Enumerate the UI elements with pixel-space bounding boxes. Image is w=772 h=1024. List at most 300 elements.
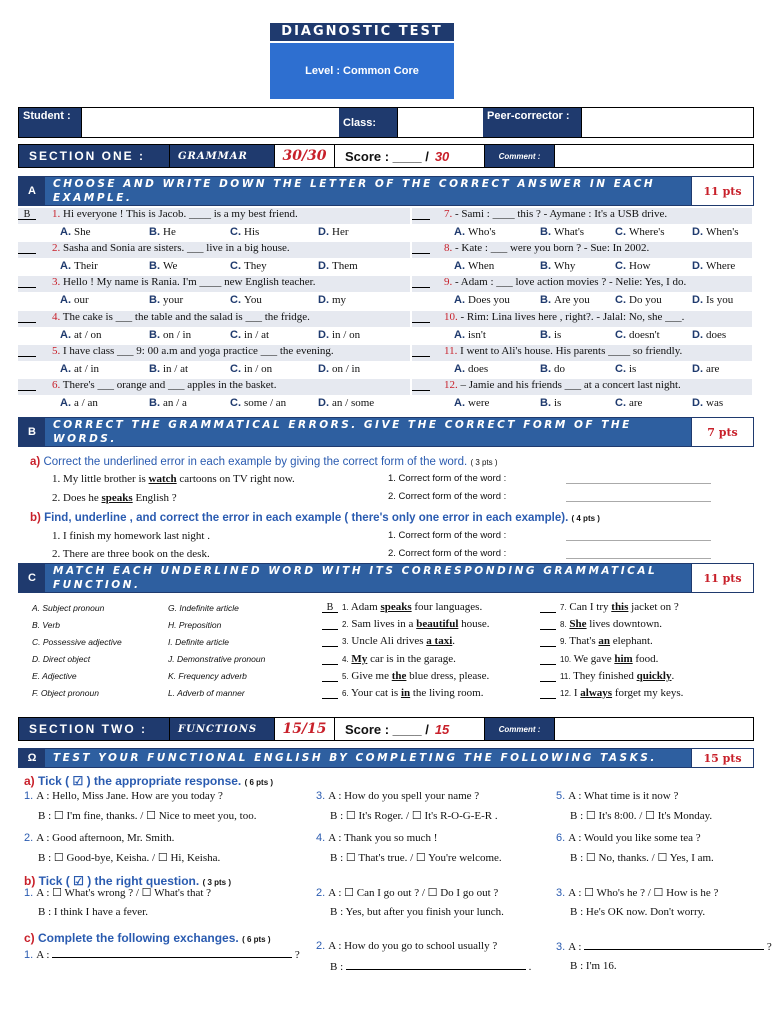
option-a[interactable]: A. does [454, 362, 489, 375]
option-d[interactable]: D. my [318, 294, 347, 307]
line-text: Thank you so much ! [343, 832, 438, 844]
correct-form-field-3[interactable] [566, 540, 711, 541]
option-letter: C. [615, 362, 626, 375]
answer-blank[interactable] [322, 689, 338, 699]
option-d[interactable]: D. Where [692, 260, 736, 273]
option-a[interactable]: A. Does you [454, 294, 510, 307]
option-letter: B. [540, 362, 551, 375]
underlined-word: in [400, 687, 411, 699]
score-label: Score : ____ / [345, 148, 429, 164]
sentence-text: They finished [570, 669, 637, 682]
underlined-word: beautiful [416, 618, 459, 631]
part-points: 7 pts [691, 418, 753, 446]
speaker-b: B : [330, 852, 346, 864]
question-number: 11. [444, 344, 458, 357]
option-letter: A. [454, 328, 465, 341]
option-b[interactable]: B. What's [540, 226, 585, 238]
match-sentence [322, 618, 490, 630]
dialogue-line-b [330, 906, 504, 918]
option-letter: A. [454, 362, 465, 375]
sentence-number: 5. [342, 671, 349, 681]
option-a[interactable]: A. She [60, 226, 91, 238]
option-b[interactable]: B. in / at [149, 362, 189, 375]
option-b[interactable]: B. He [149, 226, 176, 238]
match-sentence [322, 635, 455, 647]
function-option: G. Indefinite article [168, 603, 239, 613]
underlined-word: always [580, 687, 613, 699]
option-d[interactable]: D. Is you [692, 294, 734, 307]
speaker-a: A : [36, 887, 53, 899]
option-a[interactable]: A. at / in [60, 362, 100, 375]
sentence-number: 4. [342, 654, 349, 664]
function-option: E. Adjective [32, 671, 77, 681]
option-letter: D. [692, 226, 703, 238]
option-d[interactable]: D. was [692, 397, 724, 409]
option-c[interactable]: C. His [230, 226, 260, 238]
option-letter: C. [615, 226, 626, 238]
section-points: 15/15 [274, 718, 334, 740]
question-number: 5. [52, 344, 61, 357]
item-number: 3. [316, 790, 329, 802]
comment-label: Comment : [484, 145, 554, 167]
option-c[interactable]: C. are [615, 397, 643, 409]
dialogue-line-a [556, 832, 701, 844]
option-letter: D. [318, 328, 329, 341]
match-sentence [322, 687, 483, 699]
option-letter: A. [60, 260, 71, 273]
function-option: H. Preposition [168, 620, 222, 630]
speaker-b: B : [570, 852, 586, 864]
underlined-word: the [391, 669, 407, 682]
part-b-a-item-1: 1. My little brother is watch cartoons on TV right now. [52, 473, 295, 485]
answer-blank[interactable] [18, 313, 36, 323]
sentence-text: food. [632, 652, 659, 665]
option-letter: C. [230, 328, 241, 341]
sentence-text: Can I try [566, 601, 612, 613]
score-field[interactable] [334, 718, 484, 740]
dialogue-line-b[interactable] [38, 809, 256, 822]
item-number: 1. [24, 790, 37, 802]
tick-options[interactable]: ☐ I'm fine, thanks. / ☐ Nice to meet you, too. [53, 810, 257, 822]
info-row [18, 107, 754, 138]
dialogue-line-b[interactable] [570, 851, 714, 864]
option-letter: D. [692, 294, 703, 307]
question-row [18, 379, 410, 395]
section-name: SECTION TWO : [19, 718, 169, 740]
part-b-b-instruction: b) Find, underline , and correct the error in each example ( there's only one error in each example). ( 4 pts ) [30, 512, 600, 524]
tick-options[interactable]: ☐ No, thanks. / ☐ Yes, I am. [585, 852, 714, 864]
score-label: Score : ____ / [345, 721, 429, 737]
option-letter: C. [615, 294, 626, 307]
option-b[interactable]: B. Why [540, 260, 576, 273]
dialogue-line-b[interactable] [330, 809, 498, 822]
peer-corrector-field[interactable] [581, 108, 753, 137]
sentence-text: Adam [348, 601, 381, 613]
item-number: 2. [316, 940, 329, 952]
option-letter: D. [318, 294, 329, 307]
function-option: C. Possessive adjective [32, 637, 122, 647]
option-a[interactable]: A. were [454, 397, 490, 409]
option-letter: D. [692, 362, 703, 375]
function-option: D. Direct object [32, 654, 91, 664]
speaker-a: A : [328, 940, 345, 952]
answer-blank[interactable] [322, 620, 338, 630]
speaker-a: A : [36, 790, 53, 802]
question-text: Sasha and Sonia are sisters. ___ live in a big house. [60, 242, 290, 255]
sentence-number: 10. [560, 654, 572, 664]
question-number: 3. [52, 276, 61, 289]
tick-options[interactable]: ☐ Good-bye, Keisha. / ☐ Hi, Keisha. [53, 852, 221, 864]
sentence-text: house. [458, 618, 490, 631]
section-name: SECTION ONE : [19, 145, 169, 167]
tick-options[interactable]: ☐ It's Roger. / ☐ It's R-O-G-E-R . [345, 810, 498, 822]
answer-field[interactable] [584, 940, 764, 950]
option-d[interactable]: D. on / in [318, 362, 361, 375]
answer-blank[interactable] [18, 347, 36, 357]
correct-form-field-4[interactable] [566, 558, 711, 559]
match-sentence [540, 653, 658, 665]
option-letter: C. [615, 397, 626, 409]
option-c[interactable]: C. is [615, 362, 637, 375]
correct-form-label-3: 1. Correct form of the word : [388, 530, 507, 541]
tick-question-items [0, 884, 768, 929]
question-row [412, 311, 752, 327]
option-letter: B. [149, 226, 160, 238]
line-text: Good afternoon, Mr. Smith. [52, 832, 175, 844]
sentence-number: 2. [342, 620, 349, 630]
dialogue-line-b[interactable] [570, 809, 712, 822]
item-number: 1. [24, 887, 37, 899]
dialogue-line-b [570, 960, 617, 972]
dialogue-line-a[interactable] [556, 886, 718, 899]
option-c[interactable]: C. in / at [230, 328, 270, 341]
part-b-b-item-1: 1. I finish my homework last night . [52, 530, 210, 542]
option-letter: A. [454, 294, 465, 307]
question-number: 8. [444, 242, 453, 255]
option-c[interactable]: C. You [230, 294, 262, 307]
answer-blank[interactable] [18, 244, 36, 254]
part-a-left-questions [18, 208, 438, 416]
correct-form-field-1[interactable] [566, 483, 711, 484]
class-label: Class: [339, 108, 397, 137]
student-label: Student : [19, 108, 81, 137]
function-option: K. Frequency adverb [168, 671, 247, 681]
line-text: How do you go to school usually ? [344, 940, 498, 952]
comment-field[interactable] [554, 145, 753, 167]
line-text: Would you like some tea ? [583, 832, 701, 844]
tick-options[interactable]: ☐ Can I go out ? / ☐ Do I go out ? [344, 887, 499, 899]
match-sentence [322, 670, 489, 682]
answer-blank[interactable] [540, 689, 556, 699]
speaker-a: A : [568, 790, 584, 802]
question-row [412, 379, 752, 395]
speaker-a: A : [328, 832, 344, 844]
sentence-text: . [671, 669, 675, 682]
question-row [412, 208, 752, 224]
speaker-b: B : [38, 906, 54, 918]
answer-blank[interactable] [540, 603, 556, 613]
item-number: 1. [24, 949, 37, 961]
sentence-text: Your cat is [348, 687, 401, 699]
option-letter: C. [615, 260, 626, 273]
question-text: – Jamie and his friends ___ at a concert last night. [457, 379, 681, 391]
score-total: 30 [434, 148, 450, 164]
option-d[interactable]: D. Them [318, 260, 358, 273]
question-row [412, 276, 752, 292]
question-row [18, 311, 410, 327]
sentence-text: Uncle Ali drives [348, 635, 427, 648]
option-c[interactable]: C. Do you [615, 294, 662, 307]
option-c[interactable]: C. doesn't [615, 328, 660, 341]
correct-form-label-1: 1. Correct form of the word : [388, 473, 507, 484]
sentence-number: 11. [560, 671, 571, 681]
question-text: - Rim: Lina lives here , right?. - Jalal: No, she ___. [457, 310, 685, 323]
answer-blank[interactable] [322, 672, 338, 682]
question-text: I have class ___ 9: 00 a.m and yoga practice ___ the evening. [60, 344, 334, 357]
speaker-a: A : [328, 887, 345, 899]
question-text: I went to Ali's house. His parents ____ so friendly. [457, 344, 683, 357]
sentence-number: 3. [342, 637, 349, 647]
correct-form-label-4: 2. Correct form of the word : [388, 548, 507, 559]
comment-field[interactable] [554, 718, 753, 740]
function-option: F. Object pronoun [32, 688, 99, 698]
sentence-number: 6. [342, 689, 349, 698]
option-b[interactable]: B. your [149, 294, 184, 307]
underlined-word: quickly [636, 669, 672, 682]
option-letter: B. [149, 294, 160, 307]
sentence-text: blue dress, please. [406, 669, 490, 682]
test-title: DIAGNOSTIC TEST [270, 23, 454, 41]
option-letter: B. [540, 397, 551, 409]
option-letter: D. [692, 328, 703, 341]
option-b[interactable]: B. on / in [149, 328, 192, 341]
sentence-text: four languages. [411, 601, 483, 613]
class-field[interactable] [397, 108, 483, 137]
sentence-text: I [571, 687, 581, 699]
answer-blank[interactable] [18, 381, 36, 391]
option-c[interactable]: C. some / an [230, 397, 287, 409]
answer-blank[interactable] [18, 278, 36, 288]
part-omega-header [18, 748, 754, 768]
answer-blank[interactable]: B [18, 210, 36, 220]
dialogue-line-a[interactable] [24, 886, 211, 899]
underlined-word: a taxi [426, 635, 453, 648]
part-letter: A [19, 177, 45, 205]
answer-blank[interactable] [412, 313, 430, 323]
answer-blank[interactable] [540, 672, 556, 682]
question-row [412, 345, 752, 361]
student-field[interactable] [81, 108, 339, 137]
part-b-a-instruction: a) Correct the underlined error in each example by giving the correct form of the word. ( 3 pts ) [30, 456, 498, 468]
sentence-text: jacket on ? [628, 601, 679, 613]
question-number: 12. [444, 379, 458, 391]
part-c-header [18, 563, 754, 593]
part-b-b-item-2: 2. There are three book on the desk. [52, 548, 210, 560]
part-points: 11 pts [691, 564, 753, 592]
dialogue-line-a: 3. A : ? [556, 941, 772, 953]
option-a[interactable]: A. Who's [454, 226, 496, 238]
option-letter: D. [318, 226, 329, 238]
dialogue-line-a [556, 790, 678, 802]
question-row [18, 276, 410, 292]
function-option: L. Adverb of manner [168, 688, 245, 698]
option-letter: C. [230, 260, 241, 273]
sentence-text: forget my keys. [612, 687, 684, 699]
option-letter: B. [149, 362, 160, 375]
part-letter: C [19, 564, 45, 592]
option-letter: B. [149, 397, 160, 409]
option-letter: B. [540, 328, 551, 341]
option-letter: A. [454, 226, 465, 238]
correct-form-field-2[interactable] [566, 501, 711, 502]
option-letter: D. [692, 397, 703, 409]
tick-options[interactable]: ☐ That's true. / ☐ You're welcome. [345, 852, 502, 864]
option-a[interactable]: A. a / an [60, 397, 98, 409]
answer-blank[interactable] [540, 620, 556, 630]
speaker-a: A : [36, 832, 53, 844]
question-text: Hello ! My name is Rania. I'm ____ new English teacher. [60, 276, 316, 289]
answer-blank[interactable] [412, 347, 430, 357]
option-d[interactable]: D. an / some [318, 397, 375, 409]
option-letter: A. [454, 397, 465, 409]
part-b-header [18, 417, 754, 447]
speaker-a: A : [328, 790, 345, 802]
option-c[interactable]: C. Where's [615, 226, 665, 238]
option-d[interactable]: D. does [692, 328, 727, 341]
sentence-text: That's [566, 635, 599, 648]
question-number: 10. [444, 310, 458, 323]
answer-blank[interactable] [322, 655, 338, 665]
answer-blank[interactable]: B [322, 603, 338, 613]
match-sentence [322, 653, 456, 665]
option-c[interactable]: C. How [615, 260, 651, 273]
option-d[interactable]: D. in / on [318, 328, 361, 341]
tick-options[interactable]: ☐ Who's he ? / ☐ How is he ? [584, 887, 719, 899]
function-option: J. Demonstrative pronoun [168, 654, 266, 664]
part-b-a-item-2: 2. Does he speaks English ? [52, 492, 177, 504]
speaker-a: A : [568, 887, 585, 899]
underlined-word: speaks [380, 601, 412, 613]
dialogue-line-a: 1. A : ? [24, 949, 300, 961]
part-a-right-questions [412, 208, 757, 416]
part-title: CHOOSE AND WRITE DOWN THE LETTER OF THE CORRECT ANSWER IN EACH EXAMPLE. [45, 177, 691, 205]
option-letter: D. [318, 362, 329, 375]
answer-blank[interactable] [412, 278, 430, 288]
section-two-header [18, 717, 754, 741]
answer-blank[interactable] [412, 210, 430, 220]
match-sentence [540, 687, 683, 699]
option-a[interactable]: A. our [60, 294, 89, 307]
option-letter: A. [60, 362, 71, 375]
item-number: 5. [556, 790, 569, 802]
dialogue-line-b[interactable] [330, 851, 502, 864]
option-letter: B. [540, 294, 551, 307]
line-text: What time is it now ? [583, 790, 679, 802]
correct-form-label-2: 2. Correct form of the word : [388, 491, 507, 502]
part-points: 15 pts [691, 749, 753, 767]
option-b[interactable]: B. an / a [149, 397, 187, 409]
speaker-b: B : [38, 810, 54, 822]
speaker-a: A : [568, 832, 584, 844]
option-c[interactable]: C. They [230, 260, 267, 273]
sentence-number: 8. [560, 620, 567, 630]
option-a[interactable]: A. When [454, 260, 495, 273]
underlined-word: My [351, 652, 368, 665]
option-a[interactable]: A. isn't [454, 328, 486, 341]
section-topic: GRAMMAR [169, 145, 274, 167]
sentence-text: . [452, 635, 456, 648]
option-b[interactable]: B. do [540, 362, 565, 375]
dialogue-line-b[interactable] [38, 851, 220, 864]
sentence-text: the living room. [410, 687, 484, 699]
question-number: 9. [444, 276, 453, 289]
answer-field[interactable] [52, 948, 292, 958]
part-title: MATCH EACH UNDERLINED WORD WITH ITS CORRESPONDING GRAMMATICAL FUNCTION. [45, 564, 691, 592]
option-letter: D. [318, 260, 329, 273]
option-letter: A. [60, 397, 71, 409]
option-b[interactable]: B. We [149, 260, 178, 273]
answer-blank[interactable] [412, 381, 430, 391]
answer-blank[interactable] [540, 637, 556, 647]
item-number: 2. [316, 887, 329, 899]
score-field[interactable] [334, 145, 484, 167]
option-letter: A. [60, 226, 71, 238]
option-letter: A. [60, 328, 71, 341]
option-d[interactable]: D. When's [692, 226, 739, 238]
option-letter: C. [230, 226, 241, 238]
answer-blank[interactable] [540, 655, 556, 665]
sentence-number: 1. [342, 603, 349, 612]
question-text: - Kate : ___ were you born ? - Sue: In 2002. [452, 242, 650, 255]
dialogue-line-b [38, 906, 148, 918]
option-a[interactable]: A. Their [60, 260, 98, 273]
option-b[interactable]: B. is [540, 397, 562, 409]
dialogue-line-a[interactable] [316, 886, 498, 899]
question-number: 6. [52, 379, 61, 391]
dialogue-line-a [316, 940, 497, 952]
item-number: 3. [556, 887, 569, 899]
question-text: There's ___ orange and ___ apples in the basket. [60, 379, 277, 391]
question-text: - Adam : ___ love action movies ? - Nelie: Yes, I do. [452, 276, 687, 289]
section-points: 30/30 [274, 145, 334, 167]
match-sentence [322, 601, 482, 613]
sentence-text: Sam lives in a [348, 618, 417, 631]
speaker-b: B : [570, 810, 586, 822]
tick-options[interactable]: ☐ What's wrong ? / ☐ What's that ? [52, 887, 212, 899]
option-letter: D. [692, 260, 703, 273]
option-a[interactable]: A. at / on [60, 328, 102, 341]
tick-options[interactable]: ☐ It's 8:00. / ☐ It's Monday. [585, 810, 713, 822]
line-text: Hello, Miss Jane. How are you today ? [52, 790, 223, 802]
speaker-b: B : [570, 906, 586, 918]
sentence-number: 12. [560, 689, 572, 698]
part-a-header [18, 176, 754, 206]
option-letter: B. [540, 226, 551, 238]
answer-field[interactable] [346, 960, 526, 970]
option-d[interactable]: D. are [692, 362, 720, 375]
dialogue-line-a [24, 790, 223, 802]
option-d[interactable]: D. Her [318, 226, 349, 238]
option-letter: C. [230, 397, 241, 409]
option-b[interactable]: B. Are you [540, 294, 590, 307]
option-b[interactable]: B. is [540, 328, 562, 341]
option-c[interactable]: C. in / on [230, 362, 273, 375]
dialogue-line-a [316, 790, 479, 802]
speaker-b: B : [330, 810, 346, 822]
part-letter: Ω [19, 749, 45, 767]
answer-blank[interactable] [322, 637, 338, 647]
answer-blank[interactable] [412, 244, 430, 254]
